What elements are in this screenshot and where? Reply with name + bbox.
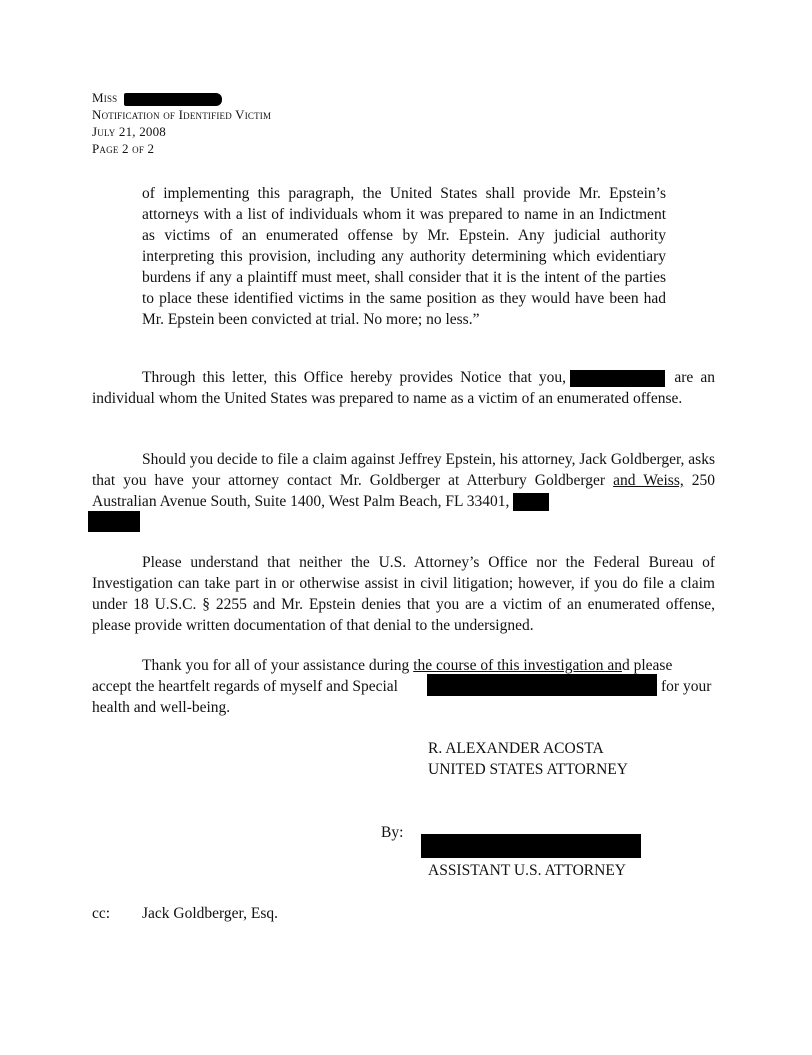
quote-continuation-paragraph: of implementing this paragraph, the United States shall provide Mr. Epstein’s attorneys with a list of individuals whom it was prepared to name in an Indictment as victims of an enumerated offense by Mr. Epstein. Any judicial authority interpreting this provision, including any authority determining which evidentiary burdens if any a plaintiff must meet, shall consider that it is the intent of the parties to place these identified victims in the same position as they would have been had Mr. Epstein been convicted at trial. No more; no less.” bbox=[142, 185, 666, 328]
thanks-line-1 bbox=[142, 655, 672, 676]
header-addressee bbox=[92, 89, 222, 106]
thanks-line-1-c: d please bbox=[621, 657, 673, 674]
thanks-line-2-start: accept the heartfelt regards of myself and Special bbox=[92, 678, 398, 695]
notice-text-2: are an individual whom the United States was prepared to name as a victim of an enumerated offense. bbox=[92, 369, 715, 407]
cc-label: cc: bbox=[92, 905, 111, 922]
redaction-signer-signature bbox=[421, 834, 641, 858]
thanks-line-3: health and well-being. bbox=[92, 699, 231, 716]
thanks-line-1-a: Thank you for all of your assistance during bbox=[142, 657, 410, 674]
header-subject: Notification of Identified Victim bbox=[92, 107, 272, 122]
redaction-contact-part-1 bbox=[513, 493, 549, 511]
signature-name: R. ALEXANDER ACOSTA bbox=[428, 740, 604, 757]
claim-paragraph bbox=[92, 449, 715, 512]
header-page-number: Page 2 of 2 bbox=[92, 141, 155, 156]
redaction-addressee-name bbox=[124, 93, 222, 106]
notice-paragraph bbox=[92, 367, 715, 409]
cc-recipient: Jack Goldberger, Esq. bbox=[142, 905, 278, 922]
redaction-special-agent-name bbox=[427, 674, 657, 696]
claim-text-1: Should you decide to file a claim against Jeffrey Epstein, his attorney, Jack Goldberger, asks that you have your attorney contact Mr. Goldberger at Atterbury Goldberger bbox=[92, 451, 715, 489]
header-addressee-label: Miss bbox=[92, 90, 118, 105]
claim-text-underlined: and Weiss, bbox=[613, 472, 684, 489]
thanks-line-2-end: for your bbox=[661, 678, 712, 695]
civil-litigation-paragraph: Please understand that neither the U.S. Attorney’s Office nor the Federal Bureau of Investigation can take part in or otherwise assist in civil litigation; however, if you do file a claim under 18 U.S.C. § 2255 and Mr. Epstein denies that you are a victim of an enumerated offense, please provide written documentation of that denial to the undersigned. bbox=[92, 554, 715, 634]
thanks-line-1-underlined: the course of this investigation an bbox=[413, 657, 622, 674]
redaction-contact-part-2 bbox=[88, 511, 140, 532]
claim-text-2: 250 Australian Avenue South, Suite 1400, West Palm Beach, FL 33401, bbox=[92, 472, 716, 510]
signature-title: UNITED STATES ATTORNEY bbox=[428, 761, 628, 778]
redaction-victim-name bbox=[570, 370, 665, 387]
notice-text-1: Through this letter, this Office hereby provides Notice that you, bbox=[142, 369, 567, 386]
header-date: July 21, 2008 bbox=[92, 124, 167, 139]
signer-title: ASSISTANT U.S. ATTORNEY bbox=[428, 862, 626, 879]
by-label: By: bbox=[381, 824, 404, 841]
